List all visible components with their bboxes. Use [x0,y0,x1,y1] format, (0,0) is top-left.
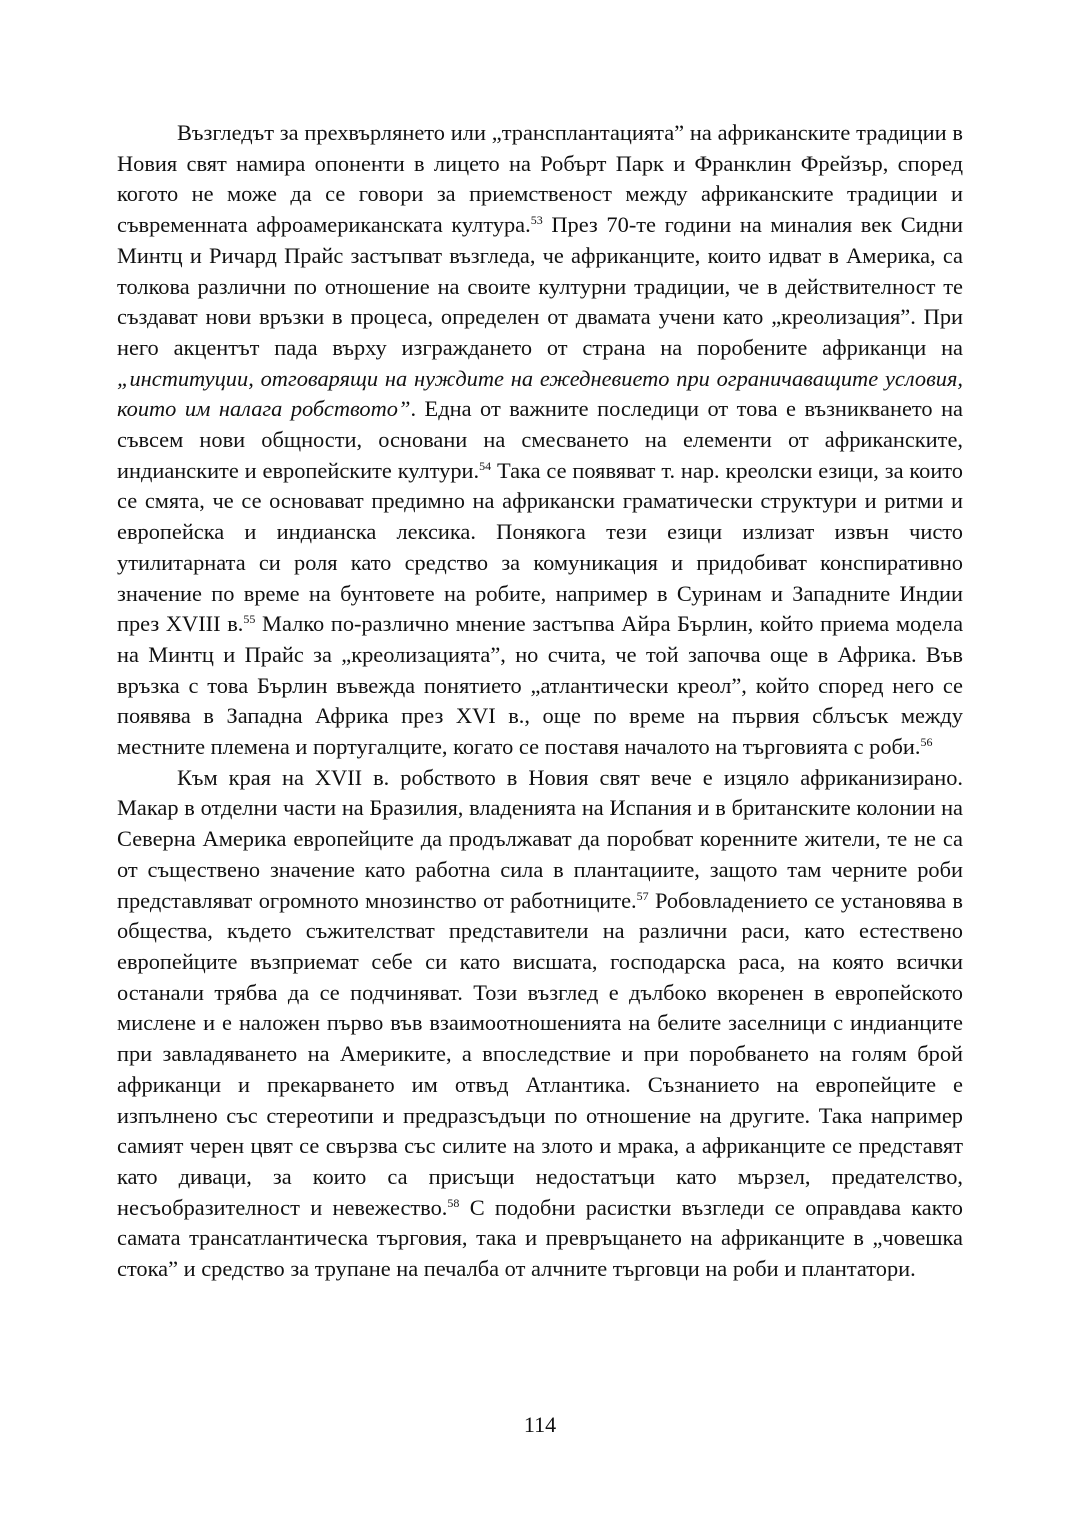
text-span: Малко по-различно мнение застъпва Айра Бърлин, който приема модела на Минтц и Прайс за „креолизацията”, но счита, че той започва още в Африка. Във връзка с това Бърлин въвежда понятието „атлантически креол”, който според него се появява в Западна Африка през XVI в., още по време на първия сблъсък между местните племена и португалците, когато се поставя началото на търговията с роби. [117,611,964,760]
text-span: През 70-те години на миналия век Сидни Минтц и Ричард Прайс застъпват възгледа, че африканците, които идват в Америка, са толкова различни по отношение на своите културни традиции, че в действителност те създават нови връзки в процеса, определен от двамата учени като „креолизация”. При него акцентът пада върху изграждането от страна на поробените африканци на [117,212,963,360]
footnote-ref-55: 55 [243,612,256,627]
text-span: С подобни расистки възгледи се оправдава както самата трансатлантическа търговия, така и превръщането на африканците в „човешка стока” и средство за трупане на печалба от алчните търговци на роби и плантатори. [117,1194,963,1282]
footnote-ref-57: 57 [636,888,649,903]
footnote-ref-56: 56 [920,735,933,750]
text-span: Възгледът за прехвърлянето или „трансплантацията” на африканските традиции в Новия свят намира опоненти в лицето на Робърт Парк и Франклин Фрейзър, според когото не може да се говори за приемственост между африканските традиции и съвременната афроамериканската култура. [117,120,963,238]
footnote-ref-54: 54 [479,458,492,473]
paragraph-1 [117,118,963,763]
text-span: Към края на XVII в. робството в Новия свят вече е изцяло африканизирано. Макар в отделни части на Бразилия, владенията на Испания и в британските колонии на Северна Америка европейците да продължават да поробват коренните жители, те не са от съществено значение като работна сила в плантациите, защото там черните роби представляват огромното мнозинство от работниците. [117,764,963,913]
text-span: Робовладението се установява в общества, където съжителстват представители на различни раси, като естествено европейците възприемат себе си като висшата, господарска раса, на която всички останали трябва да се подчиняват. Този възглед е дълбоко вкоренен в европейското мислене и е наложен първо във взаимоотношенията на белите заселници с индианците при завладяването на Америките, а впоследствие и при поробването на голям брой африканци и прекарването им отвъд Атлантика. Съзнанието на европейците е изпълнено със стереотипи и предразсъдъци по отношение на другите. Така например самият черен цвят се свързва със силите на злото и мрака, а африканците се представят като диваци, за които са присъщи недостатъци като мързел, предателство, несъобразителност и невежество. [117,887,963,1220]
italic-quote: „институции, отговарящи на нуждите на ежедневието при ограничаващите условия, които им налага робството” [117,365,963,422]
text-span: Така се появяват т. нар. креолски езици, за които се смята, че се основават предимно на африкански граматически структури и ритми и европейска и индианска лексика. Понякога тези езици излизат извън чисто утилитарната си роля като средство за комуникация и придобиват конспиративно значение по време на бунтовете на робите, например в Суринам и Западните Индии през XVIII в. [117,457,963,637]
footnote-ref-58: 58 [447,1195,460,1210]
text-span: . Една от важните последици от това е възникването на съвсем нови общности, основани на смесването на елементи от африканските, индианските и европейските култури. [117,396,963,483]
page-number: 114 [523,1412,557,1437]
footnote-ref-53: 53 [530,213,543,228]
body-text [117,118,963,1285]
paragraph-2 [117,763,963,1285]
